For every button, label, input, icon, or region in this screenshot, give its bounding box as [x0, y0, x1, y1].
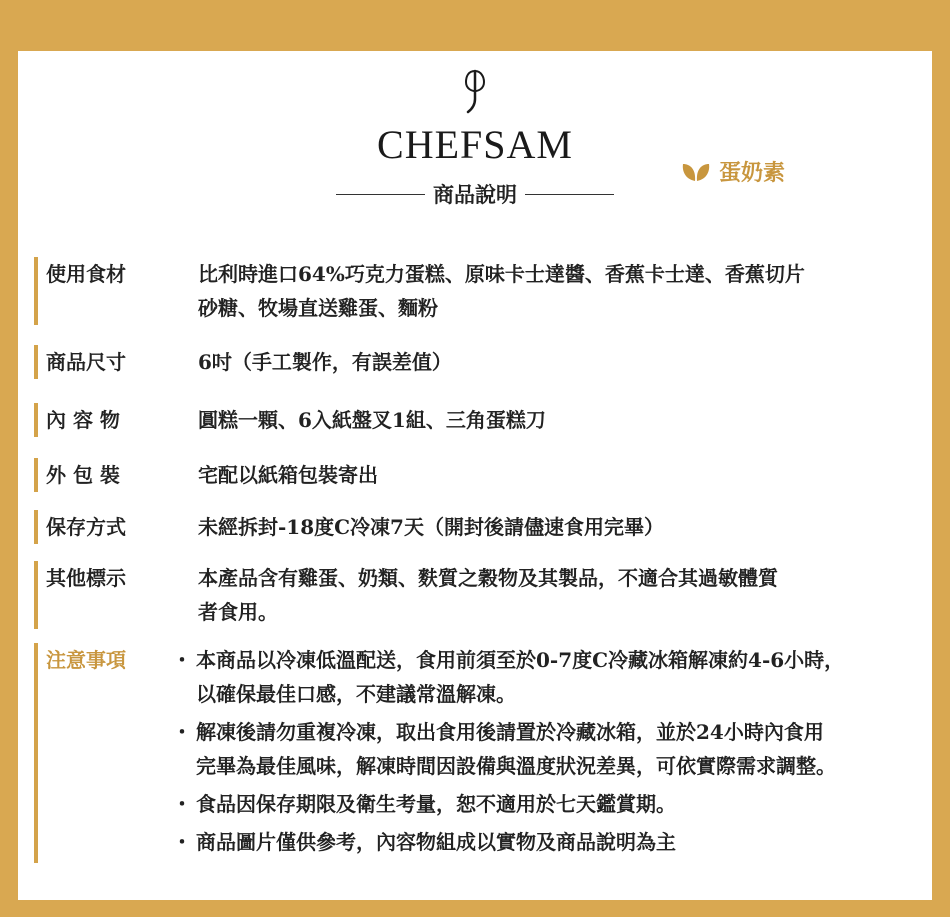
- note-line: 本商品以冷凍低溫配送，食用前須至於0-7度C冷藏冰箱解凍約4-6小時，: [196, 648, 845, 672]
- subtitle-row: [336, 179, 614, 209]
- note-line: 完畢為最佳風味，解凍時間因設備與溫度狀況差異，可依實際需求調整。: [196, 754, 836, 778]
- spec-label: 保存方式: [34, 510, 166, 544]
- spec-label: 外 包 裝: [34, 458, 166, 492]
- note-line: 食品因保存期限及衛生考量，恕不適用於七天鑑賞期。: [196, 792, 676, 816]
- notes-list: [172, 643, 844, 859]
- spec-row-size: [34, 345, 452, 379]
- spec-value: [198, 561, 778, 629]
- spec-label: 使用食材: [34, 257, 166, 325]
- spec-value: [198, 403, 546, 437]
- spec-line: 本產品含有雞蛋、奶類、麩質之穀物及其製品，不適合其過敏體質: [198, 566, 778, 590]
- spec-line: 者食用。: [198, 600, 278, 624]
- spec-label: 商品尺寸: [34, 345, 166, 379]
- spec-line: 未經拆封-18度C冷凍7天（開封後請儘速食用完畢）: [198, 515, 664, 539]
- notes-label: 注意事項: [34, 643, 166, 863]
- spec-value: [198, 257, 805, 325]
- page-subtitle: 商品說明: [433, 182, 517, 207]
- note-bullet: ・: [172, 830, 192, 854]
- spec-row-ingredients: [34, 257, 805, 325]
- spec-value: [198, 345, 452, 379]
- spec-row-packaging: [34, 458, 378, 492]
- spec-value: [198, 458, 378, 492]
- product-info-card: [18, 51, 932, 900]
- spec-row-allergens: [34, 561, 778, 629]
- note-item: [172, 643, 844, 711]
- note-bullet: ・: [172, 792, 192, 816]
- spec-line: 圓糕一顆、6入紙盤叉1組、三角蛋糕刀: [198, 408, 546, 432]
- subtitle-rule-left: [336, 194, 425, 195]
- subtitle-rule-right: [525, 194, 614, 195]
- note-line: 商品圖片僅供參考，內容物組成以實物及商品說明為主: [196, 830, 676, 854]
- spec-line: 宅配以紙箱包裝寄出: [198, 463, 378, 487]
- spec-value: [198, 510, 664, 544]
- notes-value: [172, 643, 844, 863]
- spec-label: 其他標示: [34, 561, 166, 629]
- note-item: [172, 715, 844, 783]
- diet-tag-label: 蛋奶素: [719, 160, 786, 186]
- spec-line: 比利時進口64%巧克力蛋糕、原味卡士達醬、香蕉卡士達、香蕉切片: [198, 262, 805, 286]
- note-bullet: ・: [172, 648, 192, 672]
- brand-name: CHEFSAM: [377, 122, 573, 167]
- chefsam-logo-icon: [18, 69, 932, 119]
- note-line: 以確保最佳口感，不建議常溫解凍。: [196, 682, 516, 706]
- note-item: [172, 825, 844, 859]
- note-bullet: ・: [172, 720, 192, 744]
- spec-row-notes: [34, 643, 844, 863]
- spec-row-storage: [34, 510, 664, 544]
- spec-label: 內 容 物: [34, 403, 166, 437]
- note-item: [172, 787, 844, 821]
- spec-line: 6吋（手工製作，有誤差值）: [198, 350, 452, 374]
- leaf-icon: [681, 161, 711, 183]
- spec-row-contents: [34, 403, 546, 437]
- note-line: 解凍後請勿重複冷凍，取出食用後請置於冷藏冰箱，並於24小時內食用: [196, 720, 824, 744]
- diet-tag: [681, 156, 785, 187]
- spec-line: 砂糖、牧場直送雞蛋、麵粉: [198, 296, 438, 320]
